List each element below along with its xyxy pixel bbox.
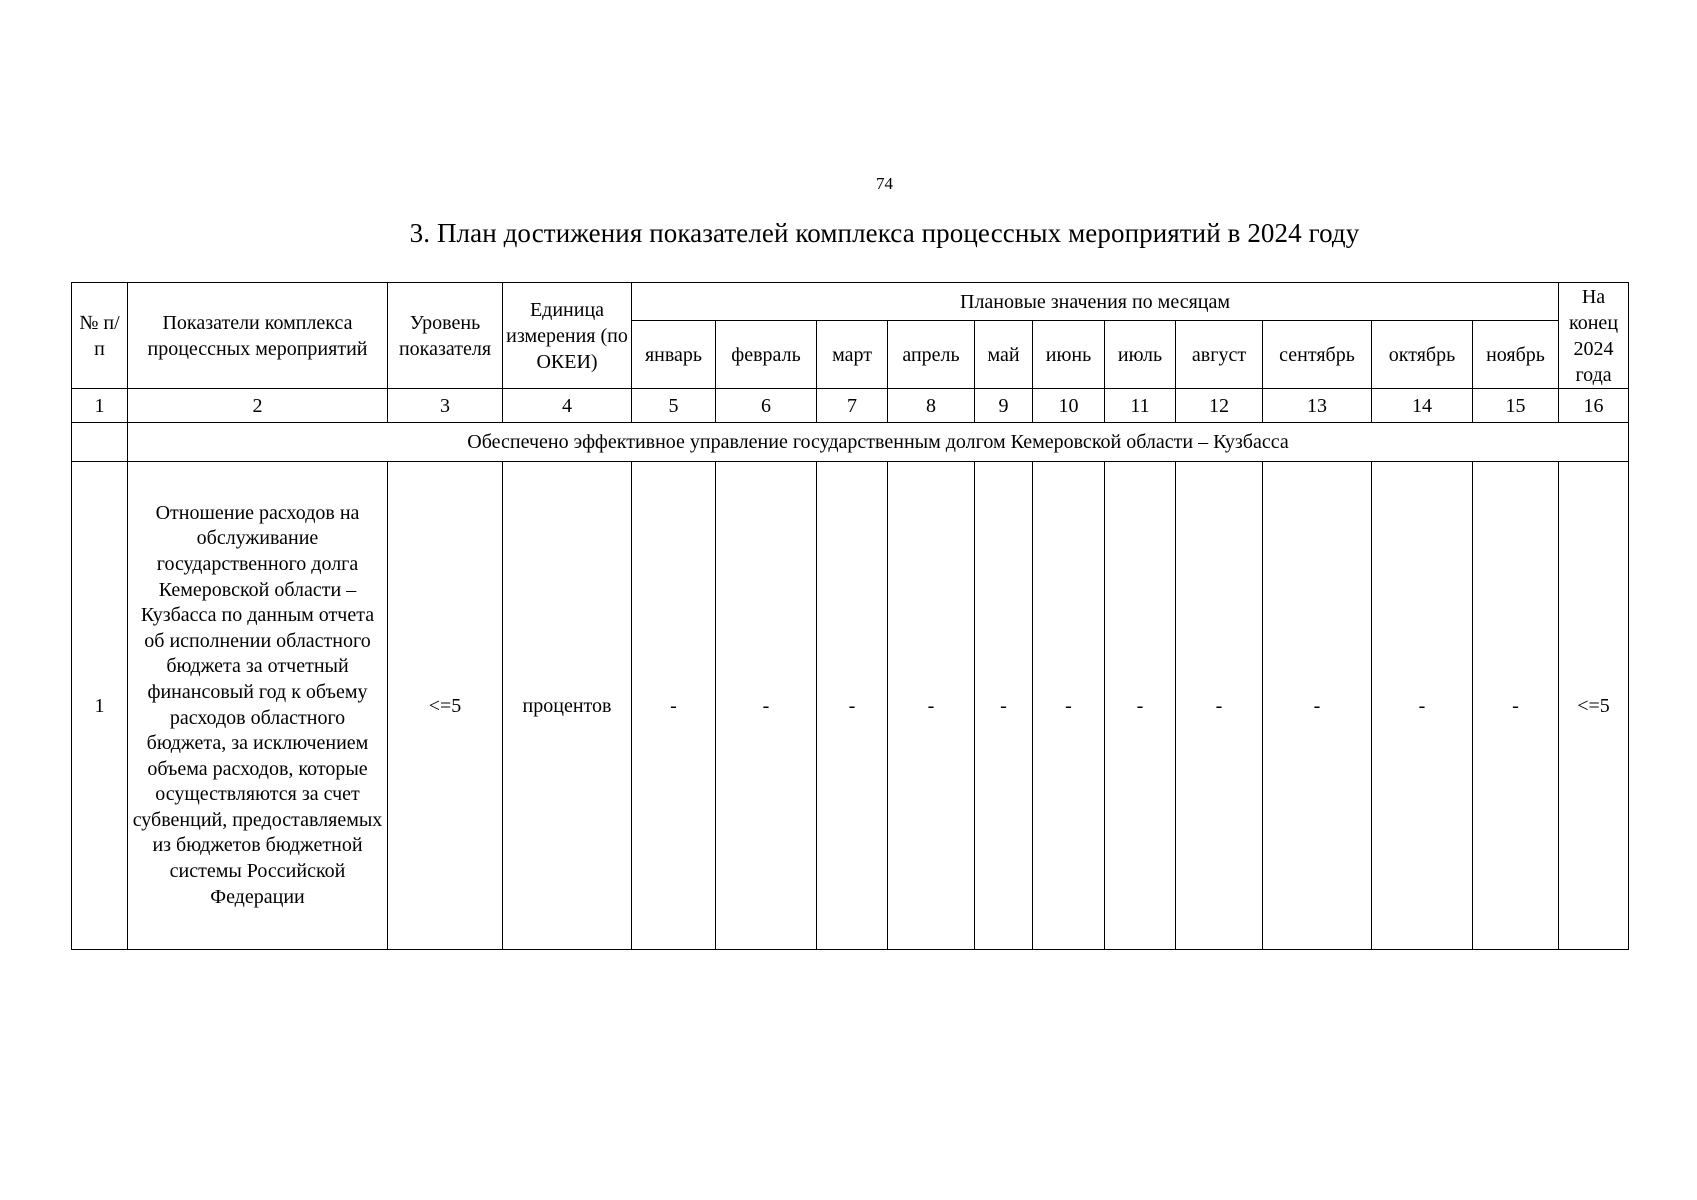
header-num: № п/п (72, 283, 128, 389)
header-level: Уровень показателя (388, 283, 503, 389)
header-month: ноябрь (1473, 321, 1559, 389)
header-row-top (72, 283, 1629, 321)
indicator-level: <=5 (388, 462, 503, 950)
header-month: май (975, 321, 1033, 389)
column-number: 5 (632, 389, 716, 423)
header-monthly-group: Плановые значения по месяцам (632, 283, 1559, 321)
column-number: 4 (503, 389, 632, 423)
column-number: 9 (975, 389, 1033, 423)
column-numbers-row (72, 389, 1629, 423)
year-end-value: <=5 (1559, 462, 1629, 950)
header-month: сентябрь (1263, 321, 1372, 389)
header-month: апрель (888, 321, 975, 389)
header-year-end: На конец 2024 года (1559, 283, 1629, 389)
section-empty-cell (72, 423, 128, 462)
header-month: июнь (1033, 321, 1105, 389)
column-number: 14 (1372, 389, 1473, 423)
month-value: - (1105, 462, 1176, 950)
month-value: - (975, 462, 1033, 950)
column-number: 6 (716, 389, 817, 423)
month-value: - (817, 462, 888, 950)
header-month: август (1176, 321, 1263, 389)
header-month: октябрь (1372, 321, 1473, 389)
header-month: январь (632, 321, 716, 389)
indicator-name: Отношение расходов на обслуживание государственного долга Кемеровской области – Кузбасса по данным отчета об исполнении областного бюджета за отчетный финансовый год к объему расходов областного бюджета, за исключением объема расходов, которые осуществляются за счет субвенций, предоставляемых из бюджетов бюджетной системы Российской Федерации (128, 462, 388, 950)
section-title: Обеспечено эффективное управление государственным долгом Кемеровской области – Кузбасса (128, 423, 1629, 462)
column-number: 1 (72, 389, 128, 423)
header-month: февраль (716, 321, 817, 389)
column-number: 15 (1473, 389, 1559, 423)
month-value: - (716, 462, 817, 950)
month-value: - (1473, 462, 1559, 950)
header-unit: Единица измерения (по ОКЕИ) (503, 283, 632, 389)
month-value: - (632, 462, 716, 950)
column-number: 12 (1176, 389, 1263, 423)
indicator-unit: процентов (503, 462, 632, 950)
column-number: 16 (1559, 389, 1629, 423)
column-number: 7 (817, 389, 888, 423)
section-row (72, 423, 1629, 462)
month-value: - (1372, 462, 1473, 950)
table-row (72, 462, 1629, 950)
document-title: 3. План достижения показателей комплекса процессных мероприятий в 2024 году (409, 218, 1360, 248)
header-month: июль (1105, 321, 1176, 389)
header-indicator-name: Показатели комплекса процессных мероприятий (128, 283, 388, 389)
page-number: 74 (876, 174, 893, 193)
month-value: - (1176, 462, 1263, 950)
indicators-plan-table (71, 282, 1629, 950)
column-number: 8 (888, 389, 975, 423)
column-number: 2 (128, 389, 388, 423)
month-value: - (1263, 462, 1372, 950)
column-number: 3 (388, 389, 503, 423)
column-number: 10 (1033, 389, 1105, 423)
row-number: 1 (72, 462, 128, 950)
month-value: - (1033, 462, 1105, 950)
column-number: 13 (1263, 389, 1372, 423)
month-value: - (888, 462, 975, 950)
column-number: 11 (1105, 389, 1176, 423)
header-month: март (817, 321, 888, 389)
